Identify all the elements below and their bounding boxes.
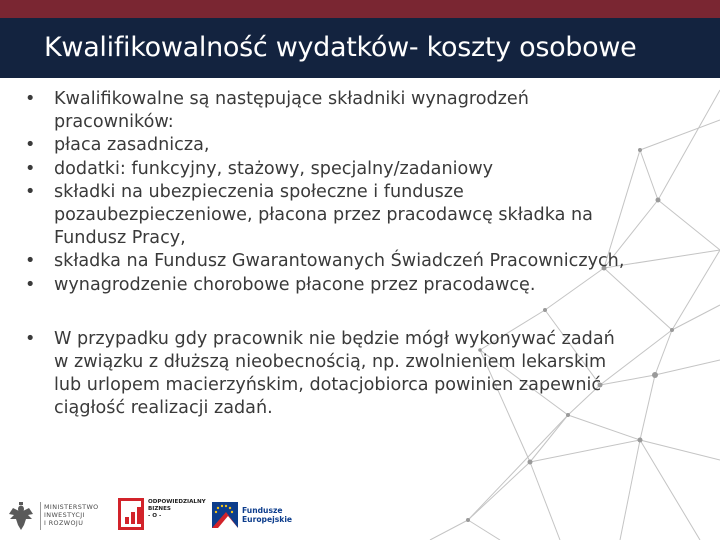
list-item-line: składki na ubezpieczenia społeczne i fundusze xyxy=(54,181,464,202)
list-item-line: dodatki: funkcyjny, stażowy, specjalny/zadaniowy xyxy=(54,158,494,179)
ministry-name: MINISTERSTWO INWESTYCJI I ROZWOJU xyxy=(44,503,99,527)
list-item xyxy=(22,88,642,134)
list-item-line: pozaubezpieczeniowe, płacona przez pracodawcę składka na xyxy=(54,205,593,226)
bullet-icon: • xyxy=(25,251,36,272)
bar-chart-icon xyxy=(118,498,144,530)
bullet-icon: • xyxy=(25,89,36,109)
ministry-divider xyxy=(40,502,41,530)
list-item-line: lub urlopem macierzyńskim, dotacjobiorca powinien zapewnić xyxy=(54,375,602,396)
responsible-business-logo xyxy=(118,496,204,532)
list-item-line: pracowników: xyxy=(54,112,174,133)
components-list xyxy=(22,88,642,297)
list-item-line: płaca zasadnicza, xyxy=(54,135,210,156)
footer-logos xyxy=(0,490,720,540)
list-item-line: ciągłość realizacji zadań. xyxy=(54,398,273,419)
list-item-line: w związku z dłuższą nieobecnością, np. zwolnieniem lekarskim xyxy=(54,352,607,373)
list-item xyxy=(22,181,642,251)
bullet-icon: • xyxy=(25,158,36,179)
eu-funds-text: Fundusze Europejskie xyxy=(242,506,293,524)
bullet-icon: • xyxy=(25,328,36,349)
bullet-icon: • xyxy=(25,274,36,295)
responsible-business-text: ODPOWIEDZIALNY BIZNES - O - xyxy=(148,499,206,519)
eu-funds-logo xyxy=(212,498,293,532)
list-item xyxy=(22,328,642,421)
bullet-icon: • xyxy=(25,181,36,202)
list-item-line: W przypadku gdy pracownik nie będzie mógł wykonywać zadań xyxy=(54,328,615,349)
list-item xyxy=(22,134,642,157)
absence-note-list xyxy=(22,328,642,421)
top-accent-strip xyxy=(0,0,720,18)
list-item-line: składka na Fundusz Gwarantowanych Świadczeń Pracowniczych, xyxy=(54,251,625,272)
list-item-line: Kwalifikowalne są następujące składniki wynagrodzeń xyxy=(54,89,529,109)
list-item xyxy=(22,158,642,181)
slide-title: Kwalifikowalność wydatków- koszty osobowe xyxy=(44,32,637,63)
list-item-line: Fundusz Pracy, xyxy=(54,228,186,249)
bullet-icon: • xyxy=(25,135,36,156)
slide-content xyxy=(22,88,642,421)
list-item-line: wynagrodzenie chorobowe płacone przez pracodawcę. xyxy=(54,274,536,295)
list-item xyxy=(22,274,642,297)
ministry-logo xyxy=(6,498,106,534)
eu-funds-icon xyxy=(212,502,238,528)
list-item xyxy=(22,250,642,273)
eagle-icon xyxy=(6,500,36,534)
